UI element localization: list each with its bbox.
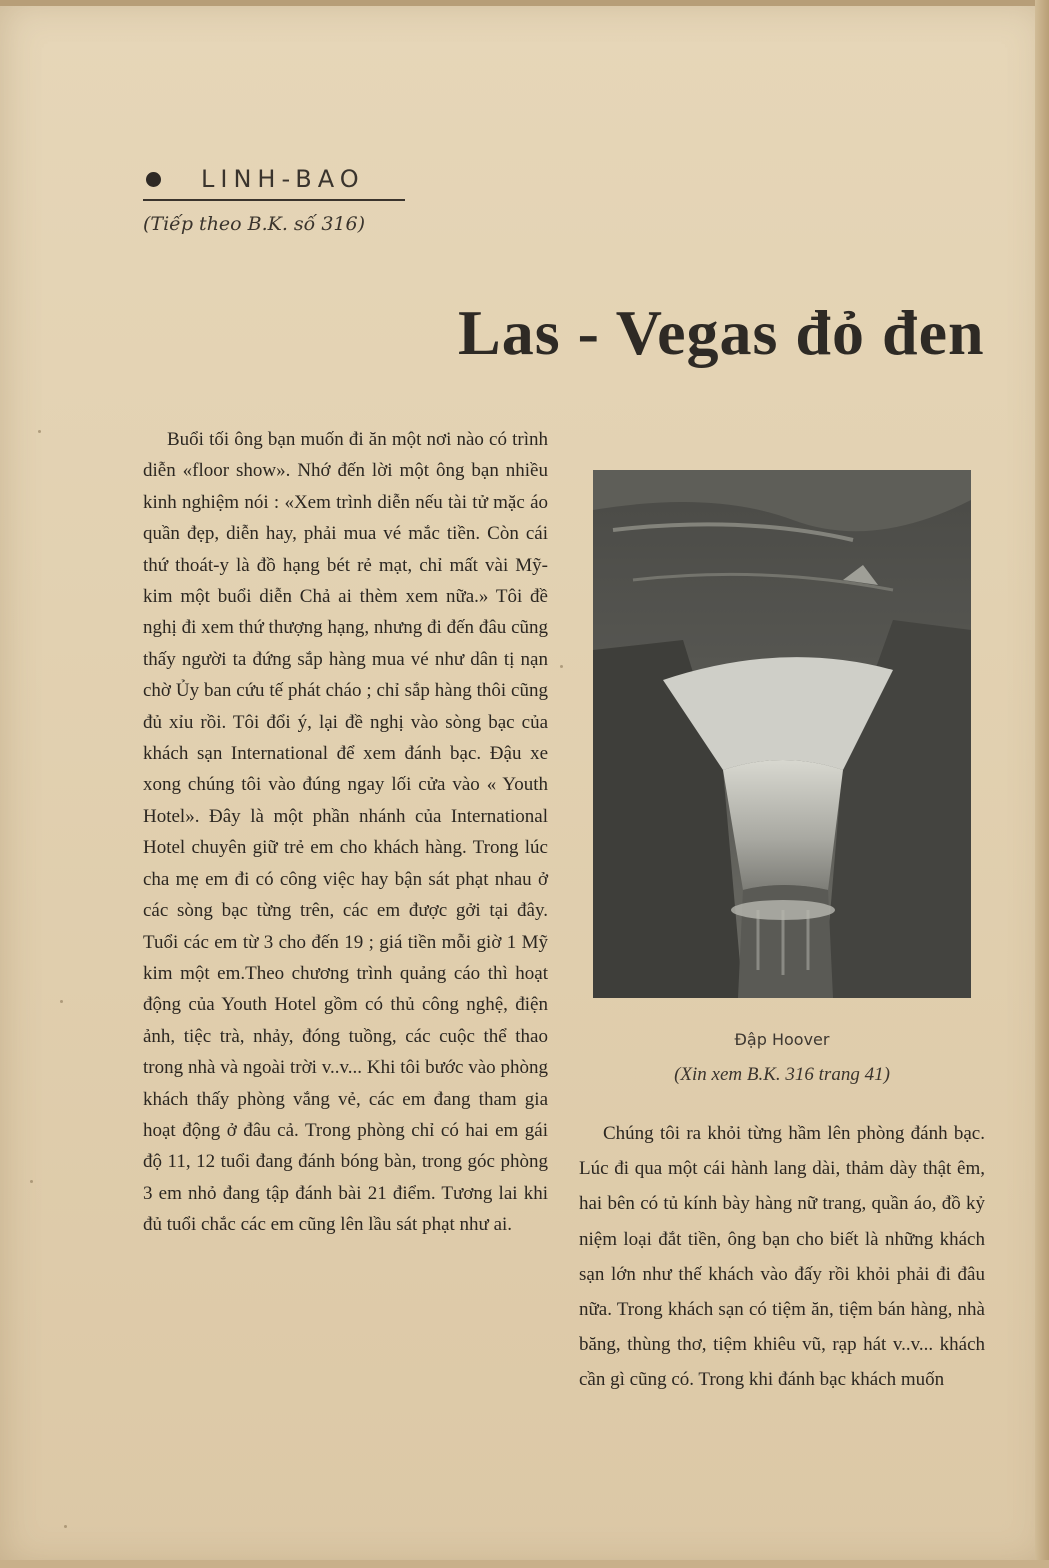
paper-speck	[560, 665, 563, 668]
photo-caption: Đập Hoover	[734, 1030, 830, 1049]
photo-image	[593, 470, 971, 998]
article-title: Las - Vegas đỏ đen	[458, 297, 985, 368]
paper-speck	[64, 1525, 67, 1528]
left-column-text: Buổi tối ông bạn muốn đi ăn một nơi nào có trình diễn «floor show». Nhớ đến lời một ông bạn nhiều kinh nghiệm nói : «Xem trình diễn nếu tài tử mặc áo quần đẹp, diễn hay, phải mua vé mắc tiền. Còn cái thứ thoát-y là đồ hạng bét rẻ mạt, chỉ mất vài Mỹ-kim một buổi diễn Chả ai thèm xem nữa.» Tôi đề nghị đi xem thứ thượng hạng, nhưng đi đến đâu cũng thấy người ta đứng sắp hàng mua vé như dân tị nạn chờ Ủy ban cứu tế phát cháo ; chỉ sắp hàng thôi cũng đủ xỉu rồi. Tôi đổi ý, lại đề nghị vào sòng bạc của khách sạn International để xem đánh bạc. Đậu xe xong chúng tôi vào đúng ngay lối cửa vào « Youth Hotel». Đây là một phần nhánh của International Hotel chuyên giữ trẻ em cho khách hàng. Trong lúc cha mẹ em đi có công việc hay bận sát phạt nhau ở các sòng bạc từng trên, các em được gởi tại đây. Tuổi các em từ 3 cho đến 19 ; giá tiền mỗi giờ 1 Mỹ kim một em.Theo chương trình quảng cáo thì hoạt động của Youth Hotel gồm có thủ công nghệ, điện ảnh, tiệc trà, nhảy, đóng tuồng, các cuộc thể thao trong nhà và ngoài trời v..v... Khi tôi bước vào phòng khách thấy phòng vắng vẻ, các em đang tham gia hoạt động ở đâu cả. Trong phòng chỉ có hai em gái độ 11, 12 tuổi đang đánh bóng bàn, trong góc phòng 3 em nhỏ đang tập đánh bài 21 điểm. Tương lai khi đủ tuổi chắc các em cũng lên lầu sát phạt như ai.	[143, 429, 548, 1236]
paper-speck	[38, 430, 41, 433]
continued-from-note: (Tiếp theo B.K. số 316)	[143, 213, 366, 235]
bullet-icon	[146, 172, 161, 187]
paper-edge-bottom	[0, 1560, 1049, 1568]
right-column-text: Chúng tôi ra khỏi từng hầm lên phòng đánh bạc. Lúc đi qua một cái hành lang dài, thảm dày thật êm, hai bên có tủ kính bày hàng nữ trang, quần áo, đồ kỷ niệm loại đắt tiền, ông bạn cho biết là những khách sạn lớn như thế khách vào đấy rồi khỏi phải đi đâu nữa. Trong khách sạn có tiệm ăn, tiệm bán hàng, nhà băng, thùng thơ, tiệm khiêu vũ, rạp hát v..v... khách cần gì cũng có. Trong khi đánh bạc khách muốn	[579, 1123, 985, 1391]
photo-reference: (Xin xem B.K. 316 trang 41)	[674, 1064, 890, 1085]
paper-speck	[60, 1000, 63, 1003]
paper-speck	[30, 1180, 33, 1183]
section-header	[143, 165, 405, 201]
section-title: LINH-BAO	[201, 165, 365, 193]
article-column-right	[579, 1116, 985, 1398]
paper-edge-top	[0, 0, 1049, 6]
paper-edge-right	[1035, 0, 1049, 1568]
article-column-left	[143, 424, 548, 1241]
hoover-dam-photo	[593, 470, 971, 998]
